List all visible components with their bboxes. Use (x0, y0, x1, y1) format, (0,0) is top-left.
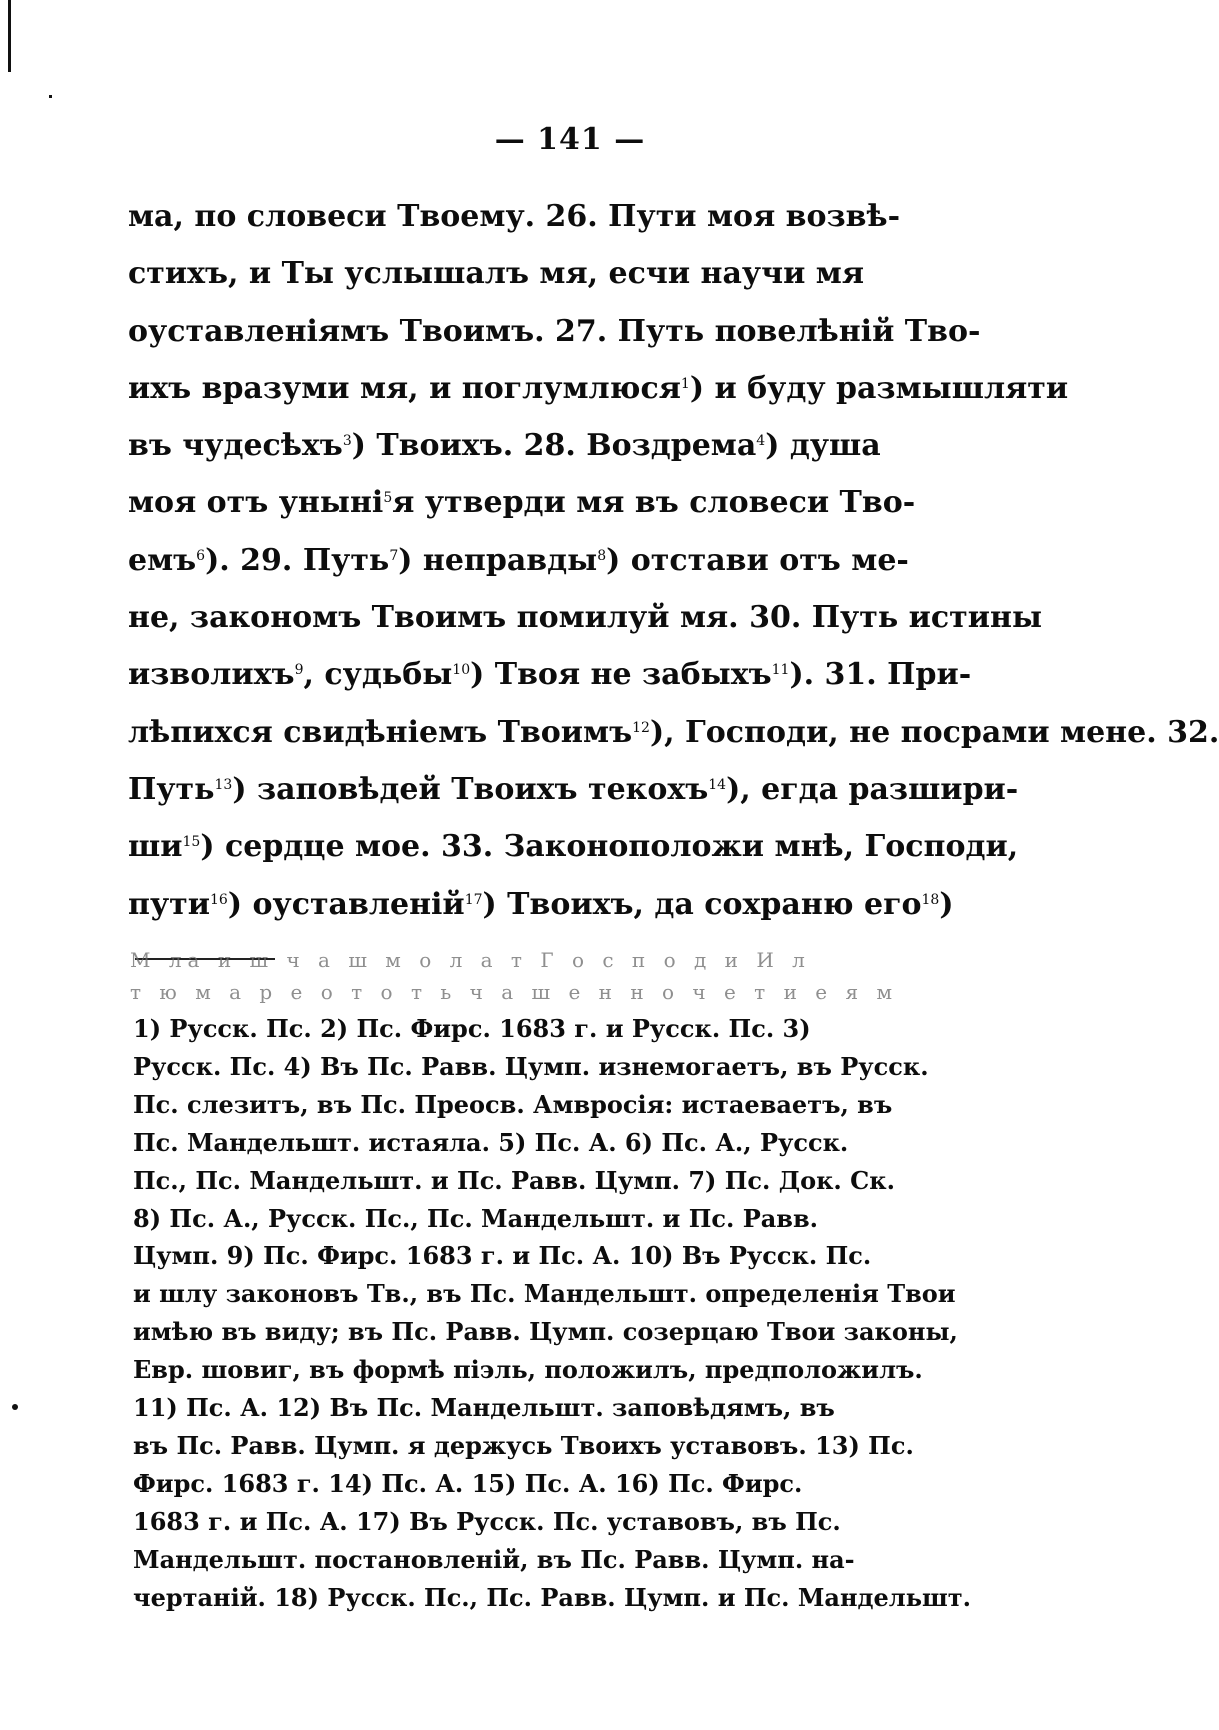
text-segment: ши (128, 829, 183, 865)
footnote-line: Русск. Пс. 4) Въ Пс. Равв. Цумп. изнемогаетъ, въ Русск. (133, 1051, 929, 1081)
footnote-line: въ Пс. Равв. Цумп. я держусь Твоихъ уставовъ. 13) Пс. (133, 1430, 914, 1460)
footnote-line: 1683 г. и Пс. А. 17) Въ Русск. Пс. уставовъ, въ Пс. (133, 1506, 841, 1536)
text-segment: ) сердце мое. 33. Законоположи мнѣ, Господи, (200, 829, 1019, 865)
scan-dot (12, 1404, 18, 1410)
footnote-ref: 7 (389, 547, 399, 564)
footnote-ref: 13 (214, 776, 233, 793)
text-segment: пути (128, 886, 211, 922)
footnote-ref: 16 (210, 891, 228, 908)
text-line (128, 589, 1043, 646)
footnote-ref: 18 (921, 891, 940, 908)
text-line (128, 417, 964, 474)
footnote-line: и шлу законовъ Тв., въ Пс. Мандельшт. определенія Твои (133, 1279, 956, 1309)
footnotes (133, 1010, 972, 1617)
text-segment: ) (939, 886, 954, 922)
text-segment: ) Твоя не забыхъ (470, 657, 772, 693)
text-line (128, 704, 1219, 761)
bleed-through-line: М ла и ш ч а ш м о л а т Г о с п о д и И л (130, 948, 811, 972)
text-segment: ), Господи, не посрами мене. 32. (649, 714, 1219, 750)
text-segment: ) душа (765, 428, 881, 464)
footnote-ref: 6 (196, 547, 206, 564)
text-segment: , судьбы (303, 657, 453, 693)
footnote-ref: 15 (182, 834, 201, 851)
footnote-line: имѣю въ виду; въ Пс. Равв. Цумп. созерцаю Твои законы, (133, 1317, 958, 1347)
footnote-line: 1) Русск. Пс. 2) Пс. Фирс. 1683 г. и Русск. Пс. 3) (133, 1014, 811, 1043)
text-line (128, 360, 1069, 417)
text-segment: ) отстави отъ ме- (606, 542, 909, 578)
text-line (128, 818, 1019, 875)
footnote-line: Мандельшт. постановленій, въ Пс. Равв. Цумп. на- (133, 1544, 855, 1574)
text-segment: ). 31. При- (789, 657, 972, 693)
footnote-ref: 3 (342, 433, 352, 450)
text-segment: ) заповѣдей Твоихъ текохъ (232, 771, 709, 807)
text-segment: ) и буду размышляти (689, 370, 1069, 406)
text-line (128, 188, 964, 245)
footnote-line: Пс., Пс. Мандельшт. и Пс. Равв. Цумп. 7) Пс. Док. Ск. (133, 1165, 895, 1195)
text-segment: ), егда разшири- (726, 771, 1019, 807)
footnote-ref: 11 (771, 662, 790, 679)
text-segment: емъ (128, 542, 197, 578)
text-segment: ) Твоихъ. 28. Воздрема (351, 428, 757, 464)
text-segment: ма, по словеси Твоему. 26. Пути моя возвѣ- (128, 199, 901, 234)
psalm-text (128, 188, 1219, 933)
scan-dot (49, 95, 52, 98)
text-line (128, 474, 964, 531)
footnote-ref: 4 (756, 433, 766, 450)
text-line (128, 761, 1019, 818)
text-line (128, 532, 964, 589)
text-line (128, 646, 972, 703)
footnote-ref: 5 (383, 490, 393, 507)
text-segment: ) оуставленій (227, 886, 465, 922)
text-segment: оуставленіямъ Твоимъ. 27. Путь повелѣній Тво- (128, 313, 981, 349)
footnote-line: Цумп. 9) Пс. Фирс. 1683 г. и Пс. А. 10) Въ Русск. Пс. (133, 1241, 872, 1271)
text-segment: ) Твоихъ, да сохраню его (482, 886, 922, 922)
footnote-ref: 14 (708, 776, 727, 793)
text-segment: въ чудесѣхъ (128, 428, 343, 464)
text-segment: я утверди мя въ словеси Тво- (392, 485, 916, 521)
text-line (128, 303, 981, 360)
footnote-ref: 8 (597, 547, 607, 564)
text-line (128, 876, 964, 933)
scan-edge-mark (8, 0, 11, 72)
text-segment: ихъ вразуми мя, и поглумлюся (128, 370, 681, 406)
bleed-through-line: т ю м а р е о т о т ь ч а ш е н н о ч е т и е я м (130, 980, 899, 1004)
footnote-line: чертаній. 18) Русск. Пс., Пс. Равв. Цумп. и Пс. Мандельшт. (133, 1582, 972, 1612)
footnote-ref: 1 (680, 375, 690, 392)
footnote-ref: 12 (632, 719, 650, 736)
text-segment: ). 29. Путь (205, 542, 390, 578)
text-segment: не, закономъ Твоимъ помилуй мя. 30. Путь истины (128, 600, 1043, 636)
footnote-ref: 10 (452, 662, 471, 679)
footnote-line: 8) Пс. А., Русск. Пс., Пс. Мандельшт. и Пс. Равв. (133, 1203, 819, 1233)
footnote-ref: 9 (294, 662, 304, 679)
text-segment: моя отъ уныні (128, 485, 384, 521)
text-segment: ) неправды (398, 542, 598, 578)
text-segment: стихъ, и Ты услышалъ мя, есчи научи мя (128, 256, 865, 292)
footnote-line: Фирс. 1683 г. 14) Пс. А. 15) Пс. А. 16) Пс. Фирс. (133, 1468, 803, 1498)
footnote-line: Пс. слезитъ, въ Пс. Преосв. Амвросія: истаеваетъ, въ (133, 1089, 893, 1119)
page-number: — 141 — (494, 122, 646, 157)
text-segment: Путь (128, 771, 215, 807)
footnote-line: Пс. Мандельшт. истаяла. 5) Пс. А. 6) Пс. А., Русск. (133, 1127, 849, 1157)
text-segment: лѣпихся свидѣніемъ Твоимъ (128, 714, 633, 750)
footnote-ref: 17 (464, 891, 483, 908)
text-segment: изволихъ (128, 657, 295, 693)
text-line (128, 245, 964, 302)
footnote-line: Евр. шовиг, въ формѣ піэль, положилъ, предположилъ. (133, 1355, 923, 1385)
footnote-line: 11) Пс. А. 12) Въ Пс. Мандельшт. заповѣдямъ, въ (133, 1393, 835, 1423)
